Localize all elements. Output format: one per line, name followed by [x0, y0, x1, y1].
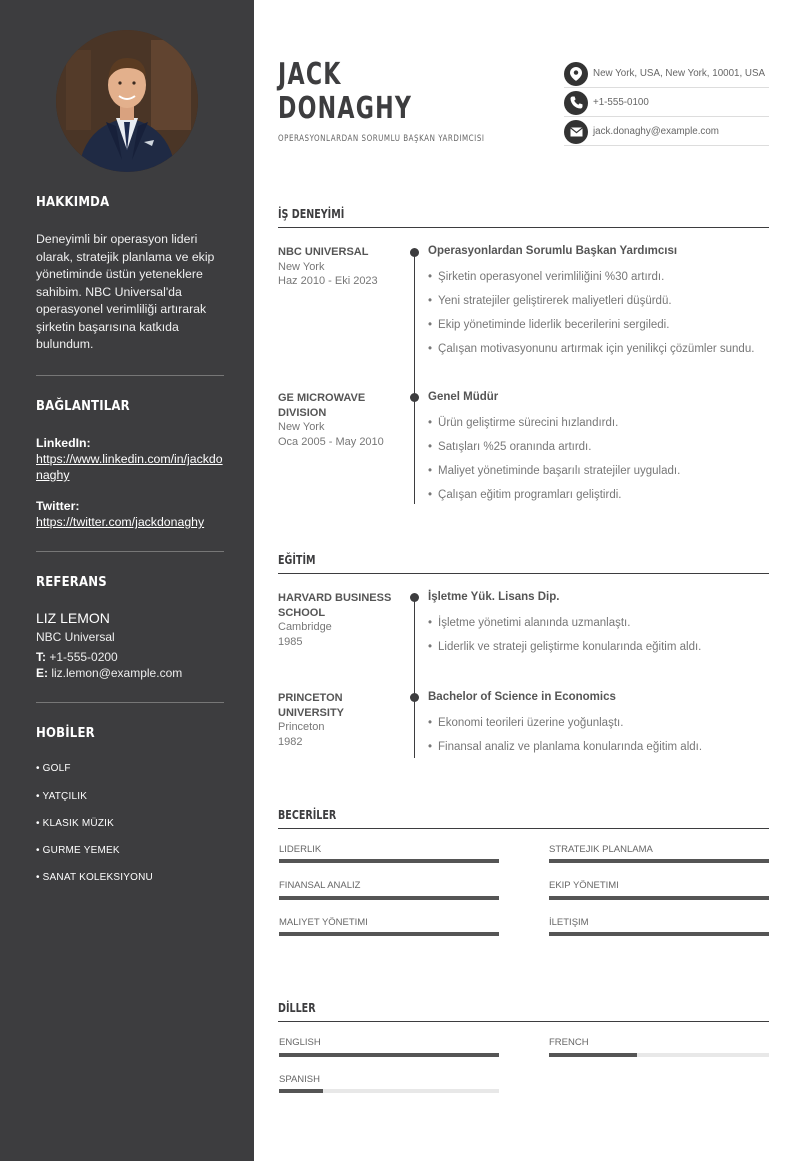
education-org: PRINCETON UNIVERSITY — [278, 692, 345, 719]
hobby-item: • GURME YEMEK — [36, 845, 120, 856]
section-divider — [278, 1021, 769, 1022]
education-dates: 1985 — [278, 635, 303, 648]
education-heading: EĞİTİM — [278, 552, 316, 567]
experience-entry-meta — [278, 391, 393, 449]
language-label: ENGLISH — [279, 1037, 321, 1048]
contact-phone-text: +1-555-0100 — [593, 97, 649, 108]
section-divider — [278, 828, 769, 829]
email-label: E: — [36, 666, 48, 680]
experience-location: New York — [278, 421, 325, 433]
sidebar-divider — [36, 551, 224, 552]
education-entry-meta — [278, 591, 393, 649]
contact-location-text: New York, USA, New York, 10001, USA — [593, 68, 766, 79]
hobby-item: • GOLF — [36, 763, 71, 774]
education-title: İşletme Yük. Lisans Dip. — [428, 591, 560, 603]
contact-location — [564, 60, 769, 88]
experience-title: Operasyonlardan Sorumlu Başkan Yardımcısı — [428, 245, 678, 257]
language-bar — [279, 1089, 499, 1093]
skill-label: MALIYET YÖNETIMI — [279, 917, 368, 928]
contact-email — [564, 118, 769, 146]
skill-bar — [549, 932, 769, 936]
profile-photo — [56, 30, 198, 172]
timeline-dot — [410, 248, 419, 257]
language-bar-fill — [279, 1089, 323, 1093]
education-entry-meta — [278, 691, 393, 749]
skill-bar-fill — [279, 859, 499, 863]
skill-bar — [549, 896, 769, 900]
first-name: JACK — [278, 57, 342, 92]
language-bar-fill — [549, 1053, 637, 1057]
hobbies-heading: HOBİLER — [36, 726, 95, 741]
reference-email-value: liz.lemon@example.com — [51, 666, 183, 680]
skills-heading: BECERİLER — [278, 807, 337, 822]
experience-bullet: • Şirketin operasyonel verimliliğini %30 artırdı. — [428, 271, 664, 283]
job-title: OPERASYONLARDAN SORUMLU BAŞKAN YARDIMCISI — [278, 134, 485, 144]
skill-bar-fill — [549, 932, 769, 936]
language-bar-fill — [279, 1053, 499, 1057]
experience-entry-meta — [278, 245, 393, 289]
skill-label: FINANSAL ANALIZ — [279, 880, 361, 891]
reference-name: LIZ LEMON — [36, 610, 110, 626]
about-heading: HAKKIMDA — [36, 195, 110, 210]
reference-heading: REFERANS — [36, 575, 107, 590]
experience-bullet: • Satışları %25 oranında artırdı. — [428, 441, 591, 453]
timeline-dot — [410, 593, 419, 602]
phone-icon — [564, 91, 588, 115]
sidebar-divider — [36, 375, 224, 376]
section-divider — [278, 573, 769, 574]
language-label: SPANISH — [279, 1074, 321, 1085]
skill-label: EKIP YÖNETIMI — [549, 880, 619, 891]
last-name: DONAGHY — [278, 91, 413, 126]
languages-heading: DİLLER — [278, 1000, 316, 1015]
full-name — [278, 58, 412, 126]
experience-bullet: • Ürün geliştirme sürecini hızlandırdı. — [428, 417, 618, 429]
timeline-line — [414, 252, 415, 504]
education-title: Bachelor of Science in Economics — [428, 691, 616, 703]
sidebar-divider — [36, 702, 224, 703]
link-label: Twitter: — [36, 499, 80, 513]
skill-bar-fill — [279, 896, 499, 900]
contact-email-text: jack.donaghy@example.com — [593, 126, 719, 137]
experience-bullet: • Çalışan eğitim programları geliştirdi. — [428, 489, 621, 501]
skill-bar — [549, 859, 769, 863]
hobby-item: • YATÇILIK — [36, 791, 88, 802]
education-dates: 1982 — [278, 735, 303, 748]
experience-location: New York — [278, 260, 325, 273]
main-content — [254, 0, 794, 1161]
link-linkedin — [36, 435, 226, 483]
contact-phone — [564, 89, 769, 117]
experience-bullet: • Maliyet yönetiminde başarılı stratejiler uyguladı. — [428, 465, 680, 477]
phone-label: T: — [36, 650, 46, 664]
section-divider — [278, 227, 769, 228]
twitter-link[interactable]: https://twitter.com/jackdonaghy — [36, 515, 205, 529]
location-pin-icon — [564, 62, 588, 86]
mail-icon — [564, 120, 588, 144]
education-bullet: • Ekonomi teorileri üzerine yoğunlaştı. — [428, 717, 623, 729]
experience-dates: Oca 2005 - May 2010 — [278, 435, 384, 448]
skill-bar — [279, 896, 499, 900]
about-text: Deneyimli bir operasyon lideri olarak, stratejik planlama ve ekip yönetiminde üstün yeteneklere sahibim. NBC Universal'da operasyonel verimliliği artırarak şirketin başarısına katkıda bulundum. — [36, 232, 215, 351]
timeline-line — [414, 598, 415, 758]
hobby-item: • SANAT KOLEKSIYONU — [36, 872, 153, 883]
education-org: HARVARD BUSINESS SCHOOL — [278, 592, 392, 619]
skill-bar — [279, 859, 499, 863]
skill-bar — [279, 932, 499, 936]
sidebar — [0, 0, 254, 1161]
experience-dates: Haz 2010 - Eki 2023 — [278, 275, 378, 287]
skill-label: LIDERLIK — [279, 844, 322, 855]
link-label: LinkedIn: — [36, 436, 91, 450]
linkedin-link[interactable]: https://www.linkedin.com/in/jackdonaghy — [36, 452, 223, 482]
reference-company: NBC Universal — [36, 630, 115, 644]
timeline-dot — [410, 693, 419, 702]
language-bar — [279, 1053, 499, 1057]
reference-email — [36, 666, 182, 680]
experience-org: GE MICROWAVE DIVISION — [278, 392, 366, 419]
links-heading: BAĞLANTILAR — [36, 399, 130, 414]
link-twitter — [36, 498, 226, 530]
education-bullet: • Finansal analiz ve planlama konularında eğitim aldı. — [428, 741, 702, 753]
experience-bullet: • Yeni stratejiler geliştirerek maliyetleri düşürdü. — [428, 295, 672, 307]
education-bullet: • Liderlik ve strateji geliştirme konularında eğitim aldı. — [428, 641, 701, 653]
skill-label: İLETIŞIM — [549, 917, 589, 928]
skill-bar-fill — [549, 896, 769, 900]
education-location: Cambridge — [278, 621, 332, 633]
reference-phone-value: +1-555-0200 — [49, 650, 118, 664]
experience-bullet: • Ekip yönetiminde liderlik becerilerini sergiledi. — [428, 319, 669, 331]
skill-bar-fill — [279, 932, 499, 936]
education-bullet: • İşletme yönetimi alanında uzmanlaştı. — [428, 617, 630, 629]
experience-org: NBC UNIVERSAL — [278, 246, 369, 258]
skill-bar-fill — [549, 859, 769, 863]
education-location: Princeton — [278, 721, 325, 733]
language-bar — [549, 1053, 769, 1057]
experience-heading: İŞ DENEYİMİ — [278, 206, 345, 221]
experience-title: Genel Müdür — [428, 391, 499, 403]
reference-phone — [36, 650, 118, 664]
hobby-item: • KLASIK MÜZIK — [36, 818, 114, 829]
experience-bullet: • Çalışan motivasyonunu artırmak için yenilikçi çözümler sundu. — [428, 343, 754, 355]
skill-label: STRATEJIK PLANLAMA — [549, 844, 653, 855]
timeline-dot — [410, 393, 419, 402]
language-label: FRENCH — [549, 1037, 589, 1048]
